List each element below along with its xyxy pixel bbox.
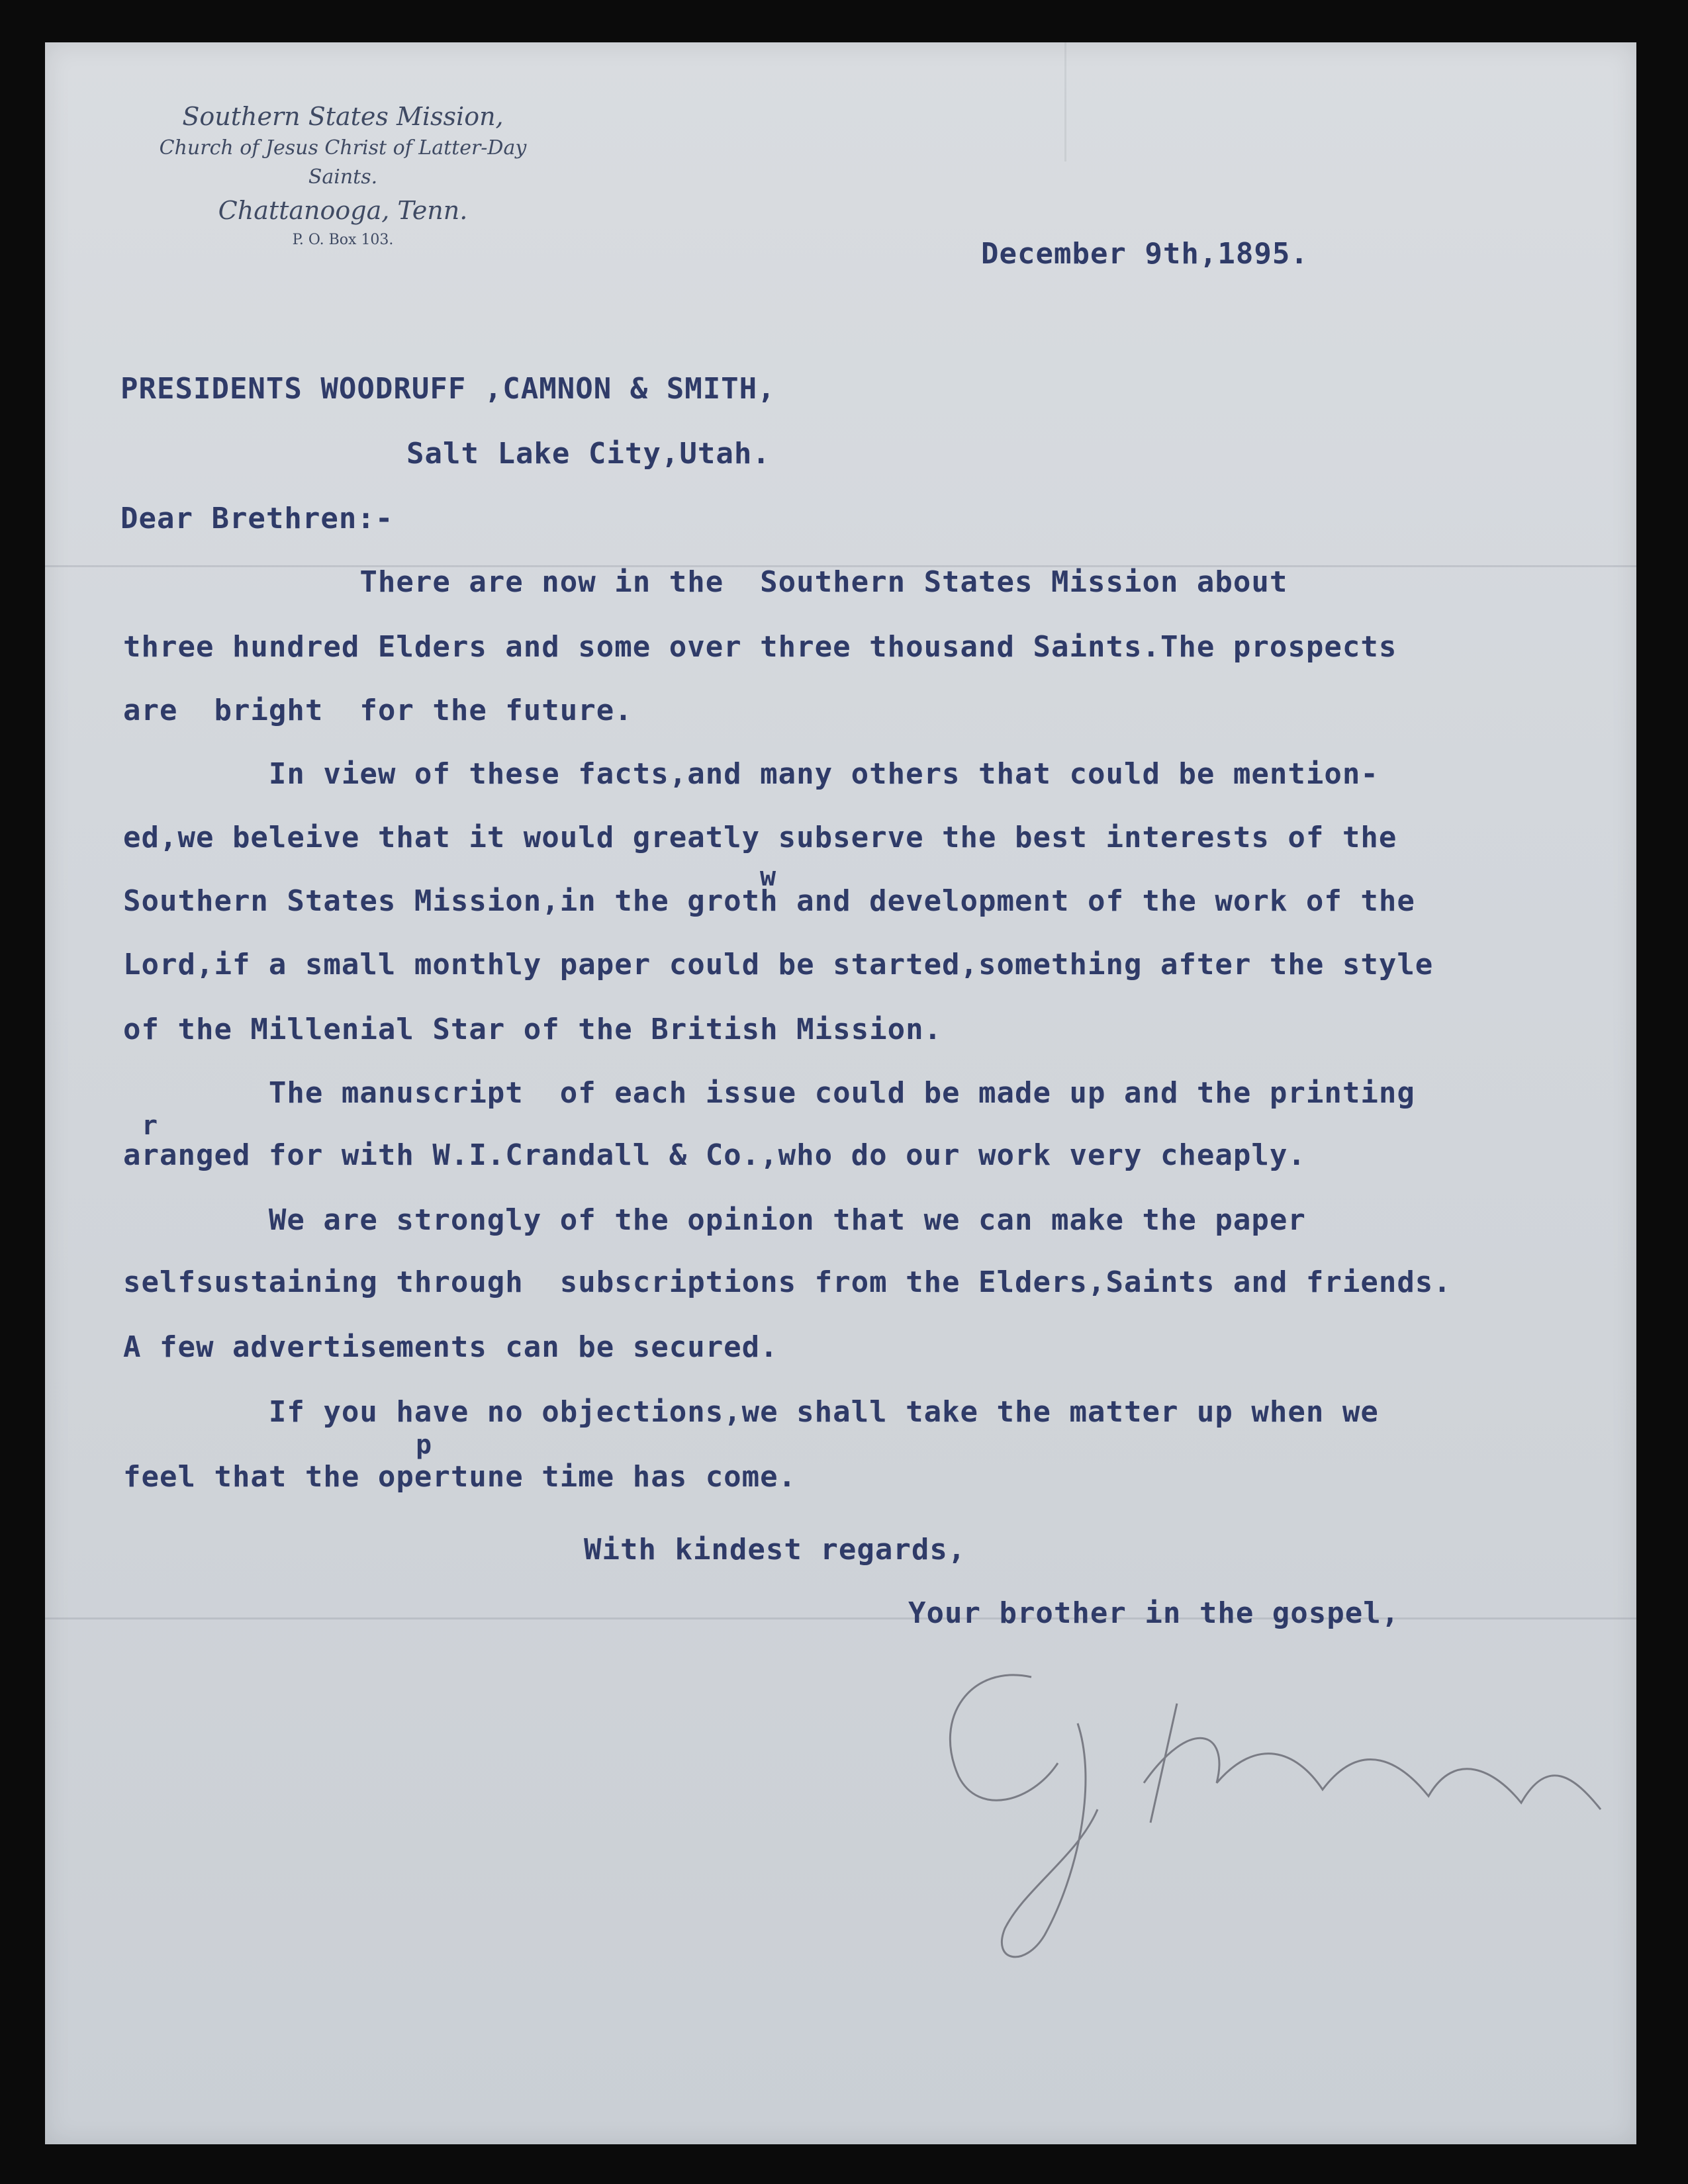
fold-tear	[1064, 42, 1066, 161]
letter-date: December 9th,1895.	[981, 237, 1309, 271]
body-line: We are strongly of the opinion that we can make the paper	[123, 1203, 1306, 1237]
letterhead-church: Church of Jesus Christ of Latter-Day Saints.	[159, 136, 527, 189]
closing-regards: With kindest regards,	[584, 1533, 966, 1567]
closing-brother: Your brother in the gospel,	[908, 1596, 1400, 1630]
correction-insert: w	[760, 862, 776, 892]
body-line: In view of these facts,and many others that could be mention-	[123, 757, 1379, 791]
letter-page	[45, 42, 1636, 2144]
correction-insert: r	[142, 1111, 158, 1141]
correction-insert: p	[416, 1430, 432, 1460]
body-line: There are now in the Southern States Mission about	[123, 565, 1288, 599]
body-line: three hundred Elders and some over three thousand Saints.The prospects	[123, 630, 1397, 664]
body-line: Southern States Mission,in the groth and development of the work of the	[123, 884, 1415, 918]
letterhead-box: P. O. Box 103.	[292, 232, 394, 248]
body-line: The manuscript of each issue could be made up and the printing	[123, 1076, 1415, 1110]
signature	[859, 1637, 1654, 1981]
body-line: A few advertisements can be secured.	[123, 1330, 778, 1364]
salutation: Dear Brethren:-	[120, 502, 394, 535]
body-line: Lord,if a small monthly paper could be started,something after the style	[123, 948, 1434, 981]
signature-drawing	[859, 1637, 1654, 1981]
body-line: ed,we beleive that it would greatly subserve the best interests of the	[123, 821, 1397, 854]
letterhead-city: Chattanooga, Tenn.	[218, 196, 468, 225]
body-line: selfsustaining through subscriptions from the Elders,Saints and friends.	[123, 1265, 1452, 1299]
body-line: feel that the opertune time has come.	[123, 1460, 797, 1494]
letterhead	[138, 99, 548, 251]
addressee: PRESIDENTS WOODRUFF ,CAMNON & SMITH,	[120, 372, 776, 406]
address-city: Salt Lake City,Utah.	[406, 437, 771, 471]
body-line: of the Millenial Star of the British Mission.	[123, 1013, 943, 1046]
letterhead-mission: Southern States Mission,	[182, 102, 504, 131]
body-line: If you have no objections,we shall take the matter up when we	[123, 1395, 1379, 1429]
body-line: aranged for with W.I.Crandall & Co.,who do our work very cheaply.	[123, 1138, 1306, 1172]
body-line: are bright for the future.	[123, 694, 633, 727]
